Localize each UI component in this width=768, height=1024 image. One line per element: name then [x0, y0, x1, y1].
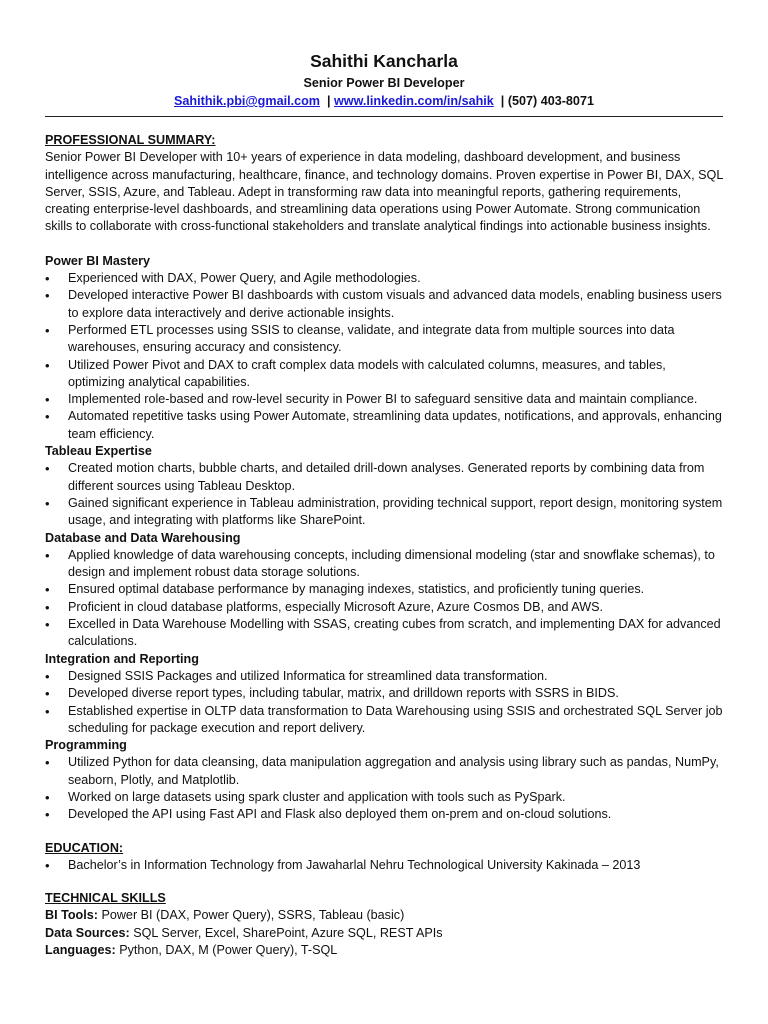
- bullet-item: • Developed interactive Power BI dashboards with custom visuals and advanced data models, enabling business users to explore data interactively and derive actionable insights.: [45, 287, 723, 322]
- skills-heading: TECHNICAL SKILLS: [45, 891, 166, 906]
- section-subheading: Database and Data Warehousing: [45, 530, 241, 545]
- bullet-item: • Gained significant experience in Tableau administration, providing technical support, report design, monitoring system usage, and integrating with platforms like SharePoint.: [45, 495, 723, 530]
- section-bullet-list: [45, 270, 723, 443]
- bullet-item: • Excelled in Data Warehouse Modelling with SSAS, creating cubes from scratch, and implementing DAX for advanced calculations.: [45, 616, 723, 651]
- bullet-item: • Developed the API using Fast API and Flask also deployed them on-prem and on-cloud solutions.: [45, 806, 723, 823]
- contact-line: [45, 92, 723, 110]
- skill-value: Power BI (DAX, Power Query), SSRS, Tableau (basic): [101, 908, 405, 923]
- section-subheading: Tableau Expertise: [45, 444, 152, 459]
- bullet-item: • Implemented role-based and row-level security in Power BI to safeguard sensitive data and maintain compliance.: [45, 391, 723, 408]
- section-subheading: Integration and Reporting: [45, 651, 199, 666]
- header-divider: [45, 116, 723, 117]
- candidate-name: Sahithi Kancharla: [310, 51, 458, 71]
- education-list: [45, 857, 723, 874]
- skill-label: Languages:: [45, 943, 116, 958]
- section-subheading: Programming: [45, 738, 127, 753]
- section-bullet-list: [45, 668, 723, 737]
- bullet-item: • Designed SSIS Packages and utilized Informatica for streamlined data transformation.: [45, 668, 723, 685]
- summary-text: Senior Power BI Developer with 10+ years of experience in data modeling, dashboard development, and business intelligence across manufacturing, healthcare, finance, and technology domains. Proven expertise in Power BI, DAX, SQL Server, SSIS, Azure, and Tableau. Adept in transforming raw data into meaningful reports, gathering requirements, creating enterprise-level dashboards, and streamlining data operations using Power Automate. Strong communication skills to collaborate with cross-functional stakeholders and translate analytical findings into actionable business insights.: [45, 150, 723, 234]
- phone-number: (507) 403-8071: [507, 94, 594, 108]
- education-heading: EDUCATION:: [45, 840, 124, 855]
- bullet-item: • Applied knowledge of data warehousing concepts, including dimensional modeling (star and snowflake schemas), to design and implement robust data storage solutions.: [45, 547, 723, 582]
- bullet-item: • Experienced with DAX, Power Query, and Agile methodologies.: [45, 270, 723, 287]
- skill-row-data-sources: [45, 925, 723, 942]
- skill-row-languages: [45, 942, 723, 959]
- skill-value: Python, DAX, M (Power Query), T-SQL: [119, 943, 338, 958]
- candidate-role: Senior Power BI Developer: [303, 76, 465, 90]
- skill-value: SQL Server, Excel, SharePoint, Azure SQL, REST APIs: [133, 925, 443, 940]
- bullet-item: • Proficient in cloud database platforms, especially Microsoft Azure, Azure Cosmos DB, and AWS.: [45, 599, 723, 616]
- section-bullet-list: [45, 754, 723, 823]
- bullet-item: • Automated repetitive tasks using Power Automate, streamlining data updates, notifications, and approvals, enhancing team efficiency.: [45, 408, 723, 443]
- skill-row-bi-tools: [45, 907, 723, 924]
- section-bullet-list: [45, 460, 723, 529]
- bullet-item: • Utilized Power Pivot and DAX to craft complex data models with calculated columns, measures, and tables, optimizing analytical capabilities.: [45, 357, 723, 392]
- bullet-item: • Utilized Python for data cleansing, data manipulation aggregation and analysis using library such as pandas, NumPy, seaborn, Plotly, and Matplotlib.: [45, 754, 723, 789]
- education-item: • Bachelor’s in Information Technology from Jawaharlal Nehru Technological University Kakinada – 2013: [45, 857, 723, 874]
- skill-label: Data Sources:: [45, 925, 130, 940]
- bullet-item: • Worked on large datasets using spark cluster and application with tools such as PySpark.: [45, 789, 723, 806]
- section-subheading: Power BI Mastery: [45, 253, 150, 268]
- bullet-item: • Created motion charts, bubble charts, and detailed drill-down analyses. Generated reports by combining data from different sources using Tableau Desktop.: [45, 460, 723, 495]
- resume-header: [45, 48, 723, 110]
- contact-separator: |: [500, 94, 505, 108]
- contact-separator: |: [326, 94, 331, 108]
- email-link[interactable]: Sahithik.pbi@gmail.com: [174, 94, 320, 108]
- summary-heading: PROFESSIONAL SUMMARY:: [45, 133, 216, 147]
- bullet-item: • Developed diverse report types, including tabular, matrix, and drilldown reports with SSRS in BIDS.: [45, 685, 723, 702]
- skill-label: BI Tools:: [45, 908, 98, 923]
- experience-sections: [45, 253, 723, 824]
- bullet-item: • Established expertise in OLTP data transformation to Data Warehousing using SSIS and orchestrated SQL Server job scheduling for package execution and report delivery.: [45, 703, 723, 738]
- bullet-item: • Ensured optimal database performance by managing indexes, statistics, and proficiently tuning queries.: [45, 581, 723, 598]
- linkedin-link[interactable]: www.linkedin.com/in/sahik: [334, 94, 494, 108]
- bullet-item: • Performed ETL processes using SSIS to cleanse, validate, and integrate data from multiple sources into data warehouses, ensuring accuracy and consistency.: [45, 322, 723, 357]
- skills-list: [45, 907, 723, 959]
- section-bullet-list: [45, 547, 723, 651]
